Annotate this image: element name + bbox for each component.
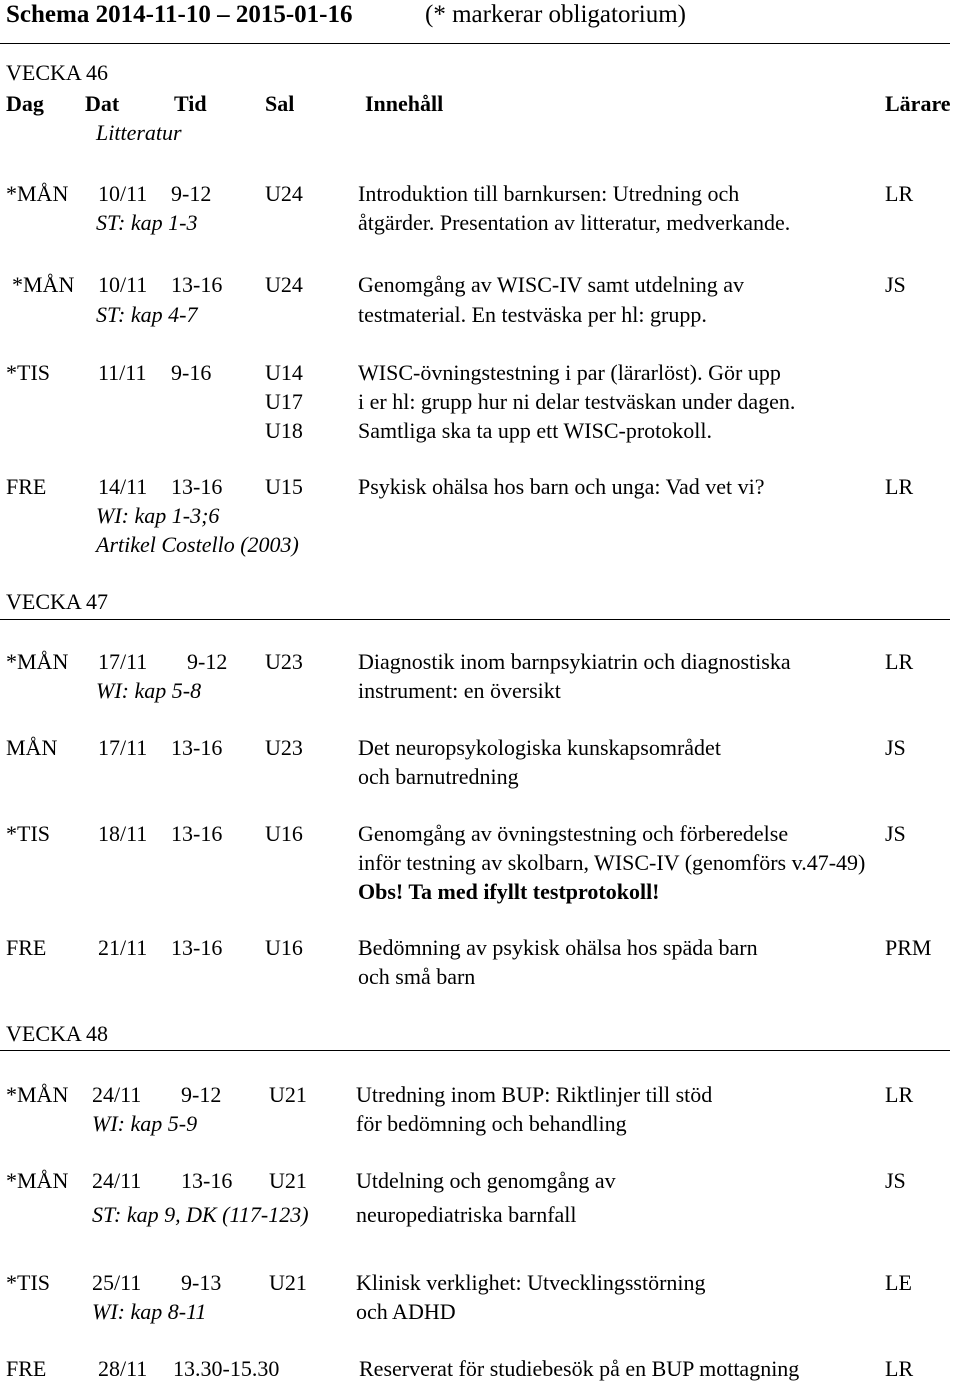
- row-time: 13-16: [171, 821, 223, 846]
- col-header-innehall: Innehåll: [365, 91, 444, 116]
- row-day: FRE: [6, 935, 47, 960]
- row-content: och barnutredning: [358, 764, 519, 789]
- row-date: 25/11: [92, 1270, 142, 1295]
- row-content: Introduktion till barnkursen: Utredning och: [358, 181, 740, 206]
- row-content: Utdelning och genomgång av: [356, 1168, 616, 1193]
- row-note: Obs! Ta med ifyllt testprotokoll!: [358, 879, 660, 904]
- row-content: Genomgång av övningstestning och förberedelse: [358, 821, 789, 846]
- row-day: FRE: [6, 474, 47, 499]
- row-content: testmaterial. En testväska per hl: grupp.: [358, 302, 707, 327]
- row-time: 9-12: [187, 649, 228, 674]
- row-content: Klinisk verklighet: Utvecklingsstörning: [356, 1270, 706, 1295]
- row-day: FRE: [6, 1356, 47, 1381]
- col-header-dag: Dag: [6, 91, 44, 116]
- title-rule: [0, 43, 950, 44]
- title-note: (* markerar obligatorium): [425, 1, 687, 28]
- week-label: VECKA 46: [6, 60, 109, 85]
- row-teacher: PRM: [885, 935, 932, 960]
- row-date: 10/11: [98, 181, 148, 206]
- row-content: åtgärder. Presentation av litteratur, medverkande.: [358, 210, 791, 235]
- row-room: U24: [265, 272, 303, 297]
- row-room: U17: [265, 389, 303, 414]
- row-content: inför testning av skolbarn, WISC-IV (genomförs v.47-49): [358, 850, 866, 875]
- row-time: 13-16: [171, 935, 223, 960]
- row-day: *TIS: [6, 360, 50, 385]
- row-day: *TIS: [6, 1270, 50, 1295]
- row-content: Diagnostik inom barnpsykiatrin och diagnostiska: [358, 649, 791, 674]
- row-room: U21: [269, 1168, 307, 1193]
- row-date: 21/11: [98, 935, 148, 960]
- row-literature: ST: kap 9, DK (117-123): [92, 1202, 309, 1227]
- row-date: 10/11: [98, 272, 148, 297]
- row-teacher: JS: [885, 1168, 906, 1193]
- row-date: 24/11: [92, 1168, 142, 1193]
- row-content: och små barn: [358, 964, 476, 989]
- col-header-dat: Dat: [85, 91, 120, 116]
- row-day: *MÅN: [6, 1168, 69, 1193]
- row-teacher: LR: [885, 1356, 914, 1381]
- row-date: 17/11: [98, 649, 148, 674]
- row-time: 13-16: [171, 735, 223, 760]
- row-room: U18: [265, 418, 303, 443]
- row-content: och ADHD: [356, 1299, 456, 1324]
- row-room: U16: [265, 821, 303, 846]
- row-day: *TIS: [6, 821, 50, 846]
- row-literature: ST: kap 1-3: [96, 210, 198, 235]
- row-content: neuropediatriska barnfall: [356, 1202, 577, 1227]
- row-time: 13-16: [181, 1168, 233, 1193]
- row-room: U23: [265, 735, 303, 760]
- row-literature: WI: kap 8-11: [92, 1299, 207, 1324]
- row-teacher: LR: [885, 649, 914, 674]
- col-header-litteratur: Litteratur: [96, 120, 182, 145]
- row-content: Det neuropsykologiska kunskapsområdet: [358, 735, 721, 760]
- row-room: U23: [265, 649, 303, 674]
- row-content: Utredning inom BUP: Riktlinjer till stöd: [356, 1082, 713, 1107]
- row-content: i er hl: grupp hur ni delar testväskan under dagen.: [358, 389, 796, 414]
- row-literature: ST: kap 4-7: [96, 302, 198, 327]
- row-room: U21: [269, 1270, 307, 1295]
- row-date: 18/11: [98, 821, 148, 846]
- row-content: Genomgång av WISC-IV samt utdelning av: [358, 272, 744, 297]
- row-content: instrument: en översikt: [358, 678, 561, 703]
- row-time: 13-16: [171, 272, 223, 297]
- row-time: 9-16: [171, 360, 212, 385]
- row-room: U21: [269, 1082, 307, 1107]
- row-room: U15: [265, 474, 303, 499]
- row-content: Reserverat för studiebesök på en BUP mottagning: [359, 1356, 800, 1381]
- row-time: 9-12: [181, 1082, 222, 1107]
- row-content: för bedömning och behandling: [356, 1111, 627, 1136]
- row-date: 24/11: [92, 1082, 142, 1107]
- row-literature: WI: kap 5-9: [92, 1111, 198, 1136]
- row-time: 9-12: [171, 181, 212, 206]
- row-room: U24: [265, 181, 303, 206]
- row-date: 14/11: [98, 474, 148, 499]
- row-date: 17/11: [98, 735, 148, 760]
- row-time: 13.30-15.30: [173, 1356, 280, 1381]
- row-teacher: JS: [885, 735, 906, 760]
- col-header-sal: Sal: [265, 91, 295, 116]
- row-teacher: LR: [885, 1082, 914, 1107]
- row-time: 13-16: [171, 474, 223, 499]
- row-teacher: JS: [885, 272, 906, 297]
- row-teacher: LE: [885, 1270, 912, 1295]
- row-room: U14: [265, 360, 303, 385]
- col-header-larare: Lärare: [885, 91, 951, 116]
- row-day: MÅN: [6, 735, 58, 760]
- col-header-tid: Tid: [174, 91, 207, 116]
- row-teacher: LR: [885, 181, 914, 206]
- row-content: Psykisk ohälsa hos barn och unga: Vad vet vi?: [358, 474, 765, 499]
- row-date: 28/11: [98, 1356, 148, 1381]
- week-label: VECKA 48: [6, 1021, 109, 1046]
- week-rule: [0, 619, 950, 620]
- row-literature: WI: kap 1-3;6: [96, 503, 220, 528]
- week-label: VECKA 47: [6, 589, 109, 614]
- row-literature: WI: kap 5-8: [96, 678, 202, 703]
- row-day: *MÅN: [6, 1082, 69, 1107]
- row-literature: Artikel Costello (2003): [96, 532, 299, 557]
- row-content: Samtliga ska ta upp ett WISC-protokoll.: [358, 418, 712, 443]
- week-rule: [0, 1050, 950, 1051]
- row-teacher: LR: [885, 474, 914, 499]
- row-time: 9-13: [181, 1270, 222, 1295]
- row-day: *MÅN: [6, 181, 69, 206]
- row-teacher: JS: [885, 821, 906, 846]
- row-date: 11/11: [98, 360, 147, 385]
- row-day: *MÅN: [6, 649, 69, 674]
- row-day: *MÅN: [12, 272, 75, 297]
- row-content: WISC-övningstestning i par (lärarlöst). Gör upp: [358, 360, 781, 385]
- row-room: U16: [265, 935, 303, 960]
- page-title: Schema 2014-11-10 – 2015-01-16: [6, 1, 353, 28]
- row-content: Bedömning av psykisk ohälsa hos späda barn: [358, 935, 758, 960]
